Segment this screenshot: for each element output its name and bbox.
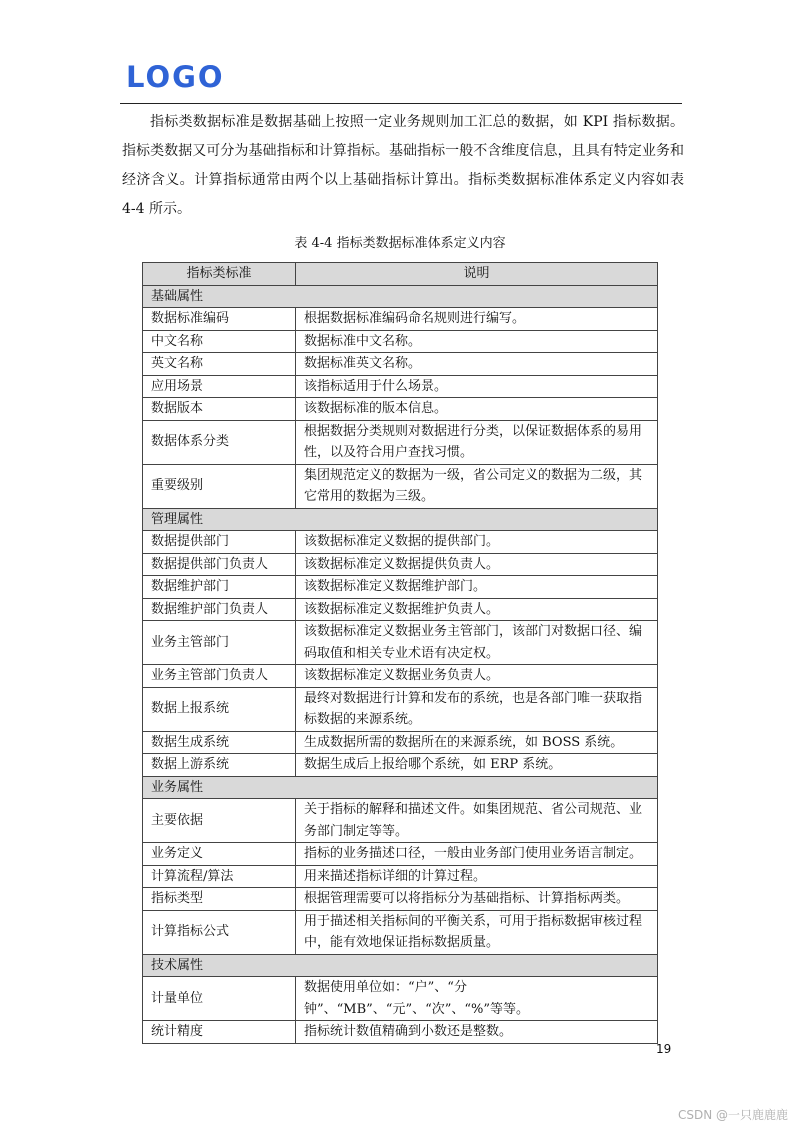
description-cell: 关于指标的解释和描述文件。如集团规范、省公司规范、业务部门制定等等。 xyxy=(296,799,658,843)
description-cell: 指标统计数值精确到小数还是整数。 xyxy=(296,1021,658,1044)
table-row xyxy=(143,553,658,576)
standard-name-cell: 英文名称 xyxy=(143,353,296,376)
table-row xyxy=(143,576,658,599)
intro-paragraph: 指标类数据标准是数据基础上按照一定业务规则加工汇总的数据，如 KPI 指标数据。指标类数据又可分为基础指标和计算指标。基础指标一般不含维度信息，且具有特定业务和经济含义。计算指标通常由两个以上基础指标计算出。指标类数据标准体系定义内容如表 4-4 所示。 xyxy=(122,114,684,217)
description-cell: 数据生成后上报给哪个系统，如 ERP 系统。 xyxy=(296,754,658,777)
table-row xyxy=(143,865,658,888)
header-rule xyxy=(120,103,682,104)
description-cell: 根据数据标准编码命名规则进行编写。 xyxy=(296,308,658,331)
standard-name-cell: 数据上报系统 xyxy=(143,687,296,731)
description-cell: 该数据标准定义数据提供负责人。 xyxy=(296,553,658,576)
table-row xyxy=(143,398,658,421)
standard-name-cell: 指标类型 xyxy=(143,888,296,911)
description-cell: 该数据标准定义数据业务负责人。 xyxy=(296,665,658,688)
table-row xyxy=(143,1021,658,1044)
standard-name-cell: 计算指标公式 xyxy=(143,910,296,954)
standard-name-cell: 数据体系分类 xyxy=(143,420,296,464)
table-header-row xyxy=(143,263,658,286)
header-cell-description: 说明 xyxy=(296,263,658,286)
description-cell: 根据数据分类规则对数据进行分类，以保证数据体系的易用性，以及符合用户查找习惯。 xyxy=(296,420,658,464)
standard-name-cell: 主要依据 xyxy=(143,799,296,843)
standard-name-cell: 数据标准编码 xyxy=(143,308,296,331)
table-row xyxy=(143,375,658,398)
description-cell: 指标的业务描述口径，一般由业务部门使用业务语言制定。 xyxy=(296,843,658,866)
standard-name-cell: 数据生成系统 xyxy=(143,731,296,754)
table-caption: 表 4-4 指标类数据标准体系定义内容 xyxy=(294,236,506,251)
standard-name-cell: 数据版本 xyxy=(143,398,296,421)
section-title: 管理属性 xyxy=(143,508,658,531)
indicator-standard-table xyxy=(142,262,658,1044)
description-cell: 最终对数据进行计算和发布的系统，也是各部门唯一获取指标数据的来源系统。 xyxy=(296,687,658,731)
description-cell: 用来描述指标详细的计算过程。 xyxy=(296,865,658,888)
table-row xyxy=(143,888,658,911)
header-cell-standard: 指标类标准 xyxy=(143,263,296,286)
table-row xyxy=(143,330,658,353)
watermark: CSDN @一只鹿鹿鹿 xyxy=(677,1108,788,1122)
section-title: 基础属性 xyxy=(143,285,658,308)
standard-name-cell: 中文名称 xyxy=(143,330,296,353)
table-row xyxy=(143,665,658,688)
description-cell: 根据管理需要可以将指标分为基础指标、计算指标两类。 xyxy=(296,888,658,911)
section-row xyxy=(143,508,658,531)
standard-name-cell: 重要级别 xyxy=(143,464,296,508)
logo: LOGO xyxy=(126,60,225,94)
table-row xyxy=(143,843,658,866)
table-row xyxy=(143,353,658,376)
description-cell: 数据标准英文名称。 xyxy=(296,353,658,376)
page-number: 19 xyxy=(656,1042,672,1056)
section-row xyxy=(143,954,658,977)
description-cell: 该数据标准定义数据的提供部门。 xyxy=(296,531,658,554)
table-row xyxy=(143,731,658,754)
table-row xyxy=(143,687,658,731)
standard-name-cell: 业务主管部门负责人 xyxy=(143,665,296,688)
table-row xyxy=(143,531,658,554)
standard-name-cell: 统计精度 xyxy=(143,1021,296,1044)
standard-name-cell: 计量单位 xyxy=(143,977,296,1021)
description-cell: 集团规范定义的数据为一级，省公司定义的数据为二级，其它常用的数据为三级。 xyxy=(296,464,658,508)
description-cell: 该数据标准定义数据维护部门。 xyxy=(296,576,658,599)
description-cell: 该指标适用于什么场景。 xyxy=(296,375,658,398)
standard-name-cell: 业务主管部门 xyxy=(143,621,296,665)
standard-name-cell: 数据维护部门负责人 xyxy=(143,598,296,621)
table-row xyxy=(143,621,658,665)
table-row xyxy=(143,977,658,1021)
table-row xyxy=(143,308,658,331)
standard-name-cell: 计算流程/算法 xyxy=(143,865,296,888)
description-cell: 该数据标准定义数据维护负责人。 xyxy=(296,598,658,621)
standard-name-cell: 数据提供部门 xyxy=(143,531,296,554)
table-row xyxy=(143,910,658,954)
description-cell: 该数据标准的版本信息。 xyxy=(296,398,658,421)
standard-name-cell: 数据提供部门负责人 xyxy=(143,553,296,576)
description-cell: 用于描述相关指标间的平衡关系，可用于指标数据审核过程中，能有效地保证指标数据质量。 xyxy=(296,910,658,954)
standard-name-cell: 业务定义 xyxy=(143,843,296,866)
standard-name-cell: 数据维护部门 xyxy=(143,576,296,599)
section-row xyxy=(143,285,658,308)
section-row xyxy=(143,776,658,799)
description-cell: 该数据标准定义数据业务主管部门，该部门对数据口径、编码取值和相关专业术语有决定权。 xyxy=(296,621,658,665)
standard-name-cell: 数据上游系统 xyxy=(143,754,296,777)
standard-name-cell: 应用场景 xyxy=(143,375,296,398)
table-row xyxy=(143,420,658,464)
table-row xyxy=(143,598,658,621)
section-title: 技术属性 xyxy=(143,954,658,977)
table-row xyxy=(143,754,658,777)
section-title: 业务属性 xyxy=(143,776,658,799)
table-row xyxy=(143,799,658,843)
table-body xyxy=(143,285,658,1043)
description-cell: 数据标准中文名称。 xyxy=(296,330,658,353)
description-cell: 数据使用单位如：“户”、“分钟”、“MB”、“元”、“次”、“%”等等。 xyxy=(296,977,658,1021)
description-cell: 生成数据所需的数据所在的来源系统，如 BOSS 系统。 xyxy=(296,731,658,754)
table-row xyxy=(143,464,658,508)
